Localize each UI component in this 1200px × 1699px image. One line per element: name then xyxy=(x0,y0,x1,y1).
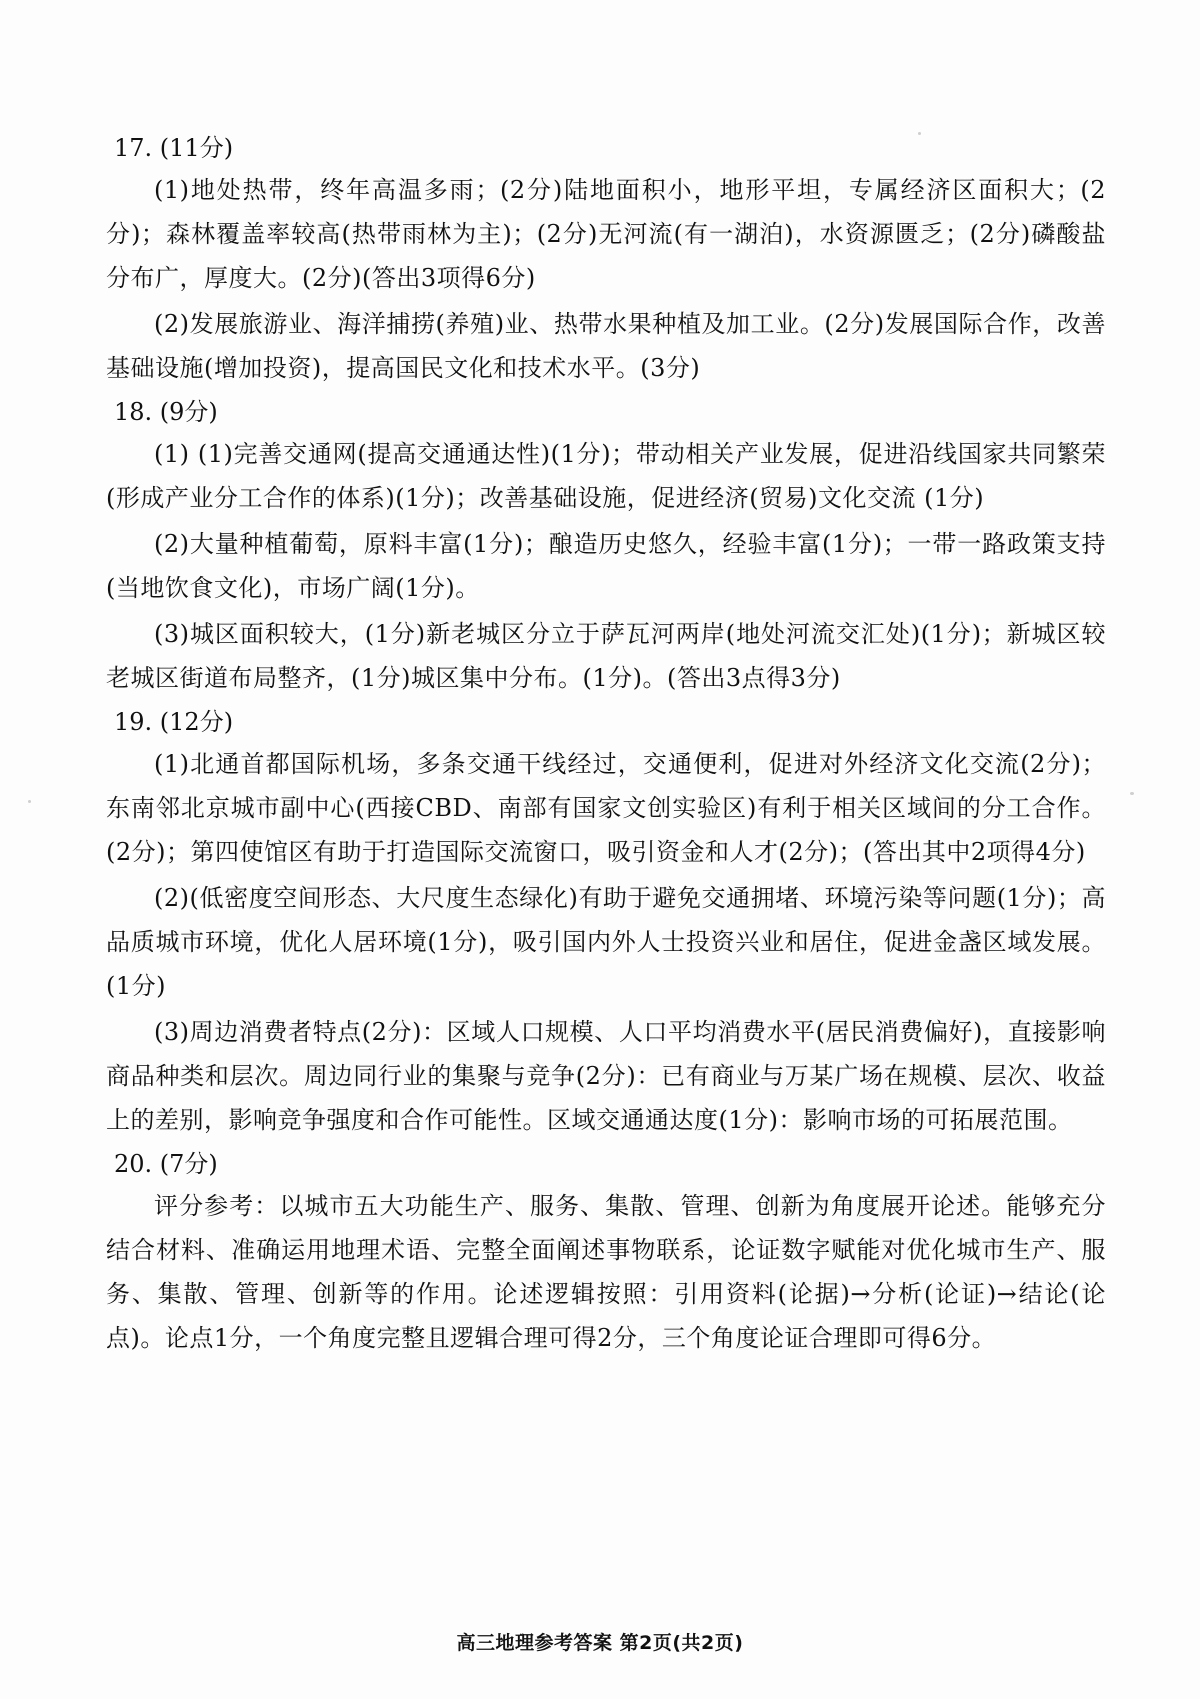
question-18-part-3: (3)城区面积较大，(1分)新老城区分立于萨瓦河两岸(地处河流交汇处)(1分)；新城区较老城区街道布局整齐，(1分)城区集中分布。(1分)。(答出3点得3分) xyxy=(106,620,1106,692)
question-19-part-3: (3)周边消费者特点(2分)：区域人口规模、人口平均消费水平(居民消费偏好)，直接影响商品种类和层次。周边同行业的集聚与竞争(2分)：已有商业与万某广场在规模、层次、收益上的差别，影响竞争强度和合作可能性。区域交通通达度(1分)：影响市场的可拓展范围。 xyxy=(106,1018,1106,1134)
question-17-part-2: (2)发展旅游业、海洋捕捞(养殖)业、热带水果种植及加工业。(2分)发展国际合作，改善基础设施(增加投资)，提高国民文化和技术水平。(3分) xyxy=(106,310,1106,382)
question-19-part-1: (1)北通首都国际机场，多条交通干线经过，交通便利，促进对外经济文化交流(2分)；东南邻北京城市副中心(西接CBD、南部有国家文创实验区)有利于相关区域间的分工合作。(2分)；第四使馆区有助于打造国际交流窗口，吸引资金和人才(2分)；(答出其中2项得4分) xyxy=(106,750,1106,866)
question-18-part-1: (1) (1)完善交通网(提高交通通达性)(1分)；带动相关产业发展，促进沿线国家共同繁荣(形成产业分工合作的体系)(1分)；改善基础设施，促进经济(贸易)文化交流 (1分) xyxy=(106,440,1106,512)
question-19 xyxy=(106,702,1106,1142)
answer-content xyxy=(106,128,1106,1362)
scan-speck xyxy=(918,132,921,135)
question-20-scoring-note: 评分参考：以城市五大功能生产、服务、集散、管理、创新为角度展开论述。能够充分结合材料、准确运用地理术语、完整全面阐述事物联系，论证数字赋能对优化城市生产、服务、集散、管理、创新等的作用。论述逻辑按照：引用资料(论据)→分析(论证)→结论(论点)。论点1分，一个角度完整且逻辑合理可得2分，三个角度论证合理即可得6分。 xyxy=(106,1192,1106,1352)
question-18-part-2: (2)大量种植葡萄，原料丰富(1分)；酿造历史悠久，经验丰富(1分)；一带一路政策支持(当地饮食文化)，市场广阔(1分)。 xyxy=(106,530,1106,602)
scan-speck xyxy=(28,800,31,803)
question-17 xyxy=(106,128,1106,390)
question-20-heading: 20. (7分) xyxy=(114,1150,218,1178)
question-19-part-2: (2)(低密度空间形态、大尺度生态绿化)有助于避免交通拥堵、环境污染等问题(1分)；高品质城市环境，优化人居环境(1分)，吸引国内外人士投资兴业和居住，促进金盏区域发展。(1分) xyxy=(106,884,1106,1000)
question-20 xyxy=(106,1144,1106,1360)
question-19-heading: 19. (12分) xyxy=(114,708,234,736)
question-17-part-1: (1)地处热带，终年高温多雨；(2分)陆地面积小，地形平坦，专属经济区面积大；(2分)；森林覆盖率较高(热带雨林为主)；(2分)无河流(有一湖泊)，水资源匮乏；(2分)磷酸盐分布广，厚度大。(2分)(答出3项得6分) xyxy=(106,176,1106,292)
question-18-heading: 18. (9分) xyxy=(114,398,218,426)
page-footer: 高三地理参考答案 第2页(共2页) xyxy=(456,1632,744,1654)
question-17-heading: 17. (11分) xyxy=(114,134,234,162)
scan-speck xyxy=(1130,792,1134,795)
question-18 xyxy=(106,392,1106,700)
